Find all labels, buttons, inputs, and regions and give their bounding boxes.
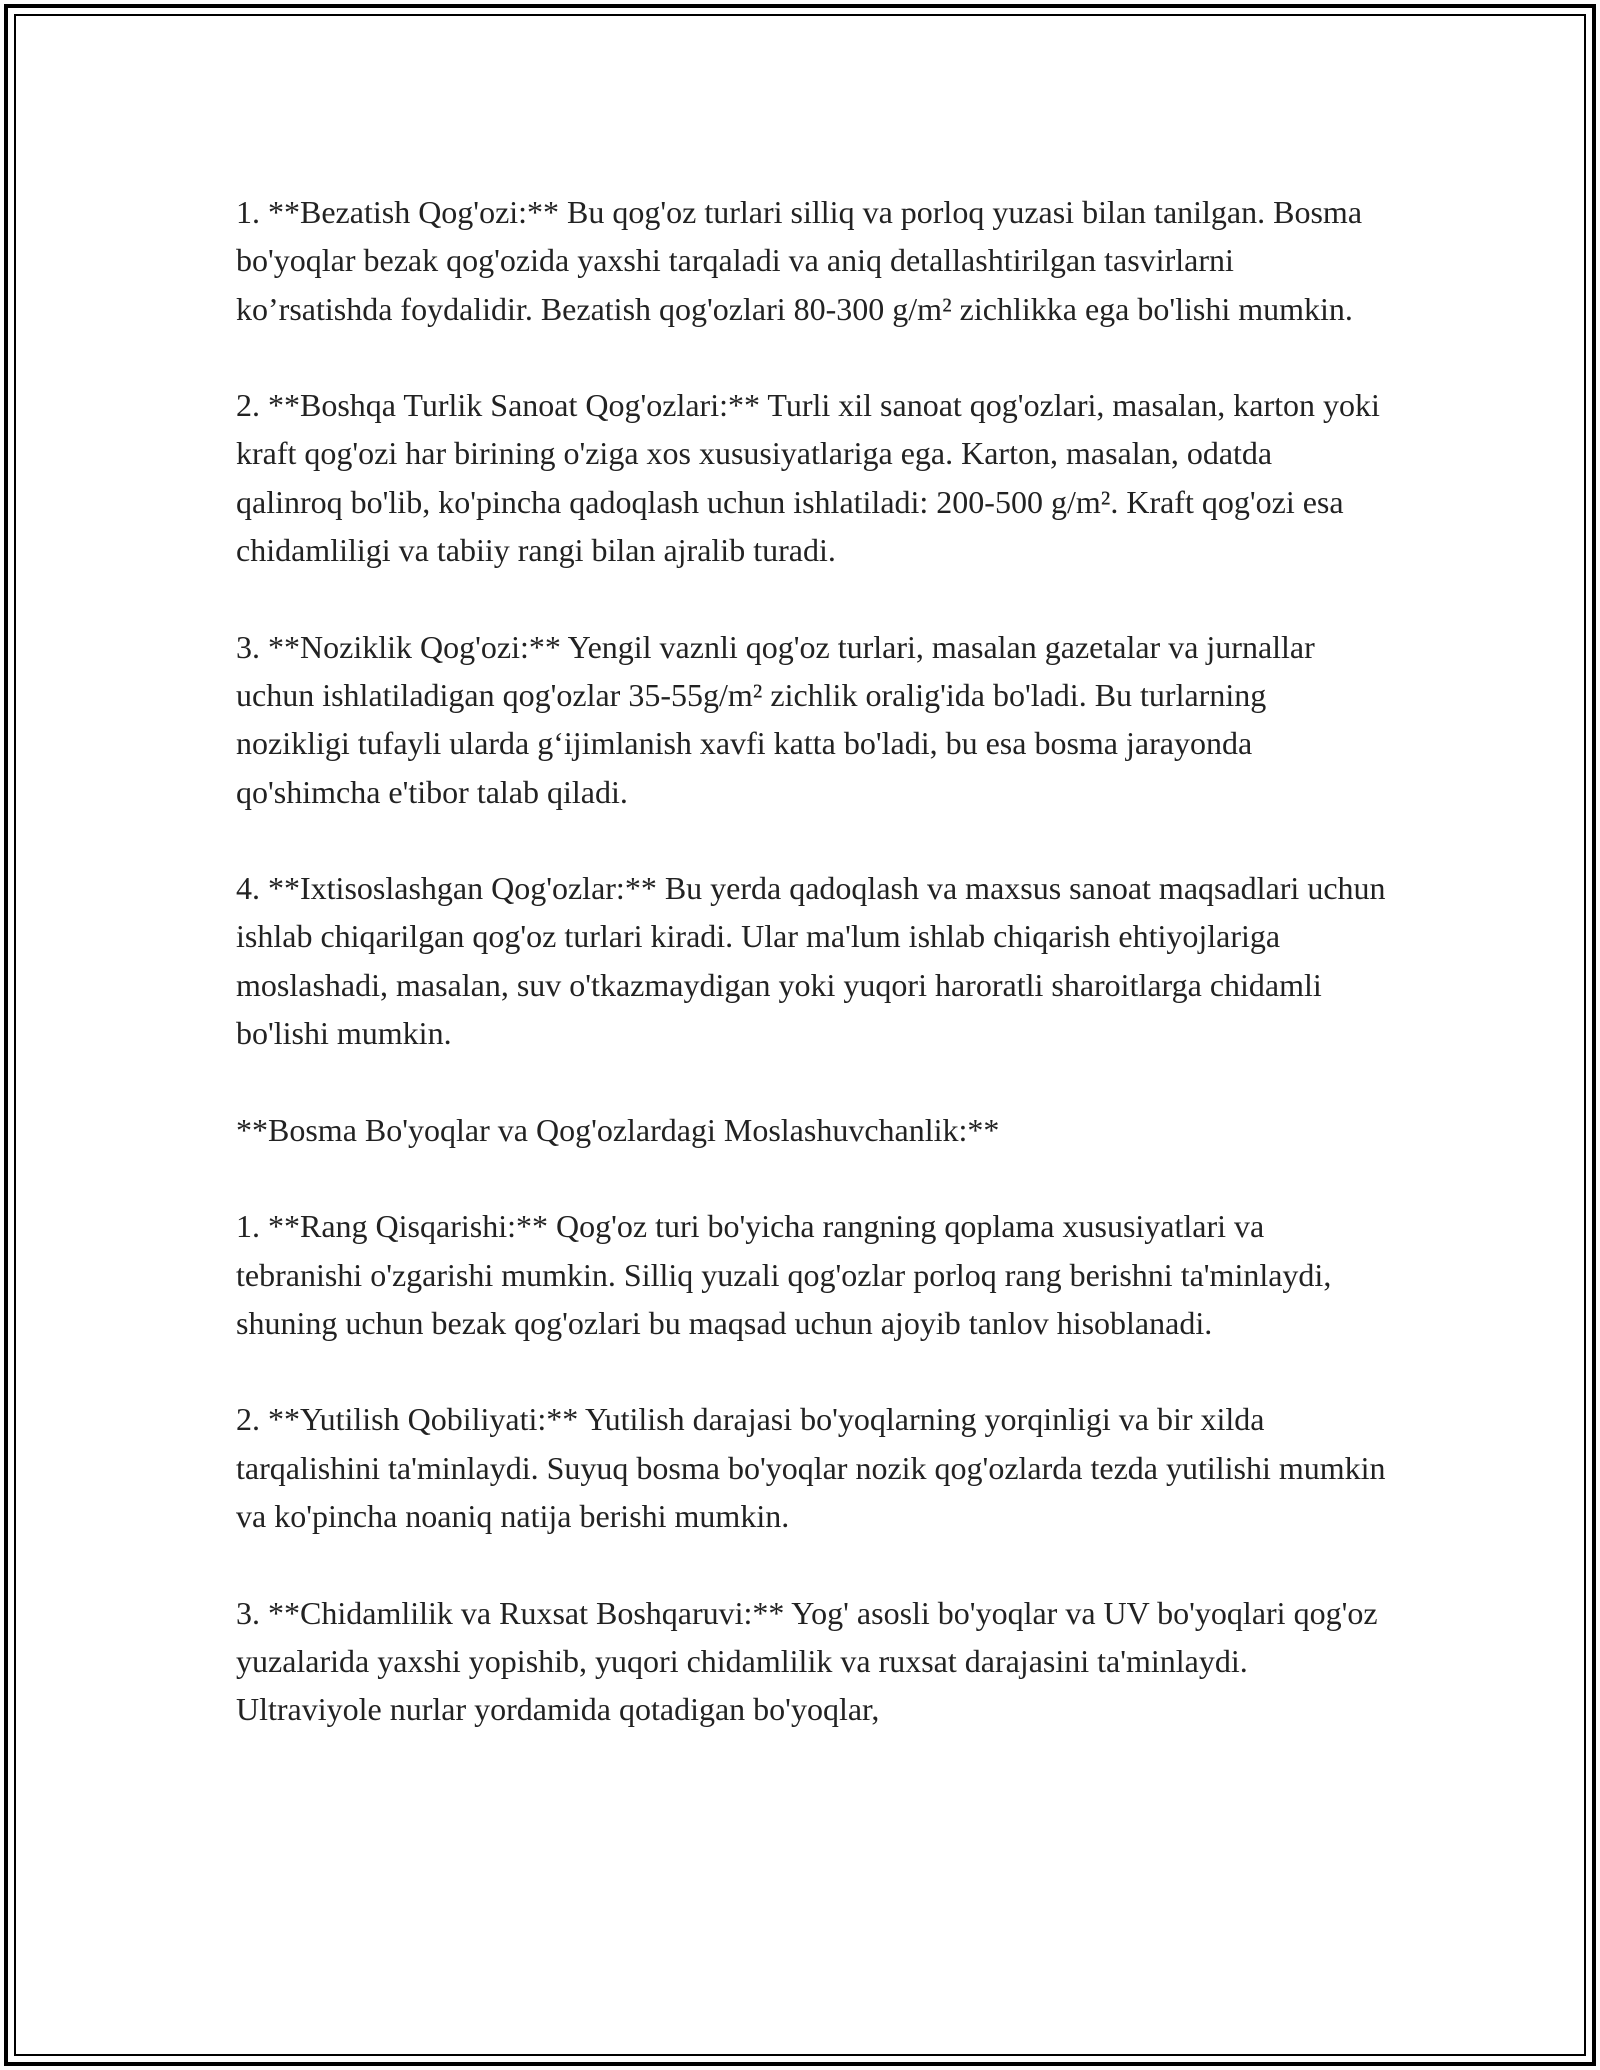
paragraph-sanoat-qogozlari: 2. **Boshqa Turlik Sanoat Qog'ozlari:** Turli xil sanoat qog'ozlari, masalan, karton yoki kraft qog'ozi har birining o'ziga xos xususiyatlariga ega. Karton, masalan, odatda qalinroq bo'lib, ko'pincha qadoqlash uchun ishlatiladi: 200-500 g/m². Kraft qog'ozi esa chidamliligi va tabiiy rangi bilan ajralib turadi. bbox=[236, 387, 1380, 569]
document-body bbox=[236, 188, 1386, 1734]
paragraph-rang-qisqarishi: 1. **Rang Qisqarishi:** Qog'oz turi bo'yicha rangning qoplama xususiyatlari va tebranishi o'zgarishi mumkin. Silliq yuzali qog'ozlar porloq rang berishni ta'minlaydi, shuning uchun bezak qog'ozlari bu maqsad uchun ajoyib tanlov hisoblanadi. bbox=[236, 1208, 1332, 1341]
section-heading-moslashuvchanlik: **Bosma Bo'yoqlar va Qog'ozlardagi Moslashuvchanlik:** bbox=[236, 1111, 1000, 1148]
paragraph-bezatish-qogozi: 1. **Bezatish Qog'ozi:** Bu qog'oz turlari silliq va porloq yuzasi bilan tanilgan. Bosma bo'yoqlar bezak qog'ozida yaxshi tarqaladi va aniq detallashtirilgan tasvirlarni ko’rsatishda foydalidir. Bezatish qog'ozlari 80-300 g/m² zichlikka ega bo'lishi mumkin. bbox=[236, 194, 1363, 327]
paragraph-noziklik-qogozi: 3. **Noziklik Qog'ozi:** Yengil vaznli qog'oz turlari, masalan gazetalar va jurnallar uchun ishlatiladigan qog'ozlar 35-55g/m² zichlik oralig'ida bo'ladi. Bu turlarning nozikligi tufayli ularda g‘ijimlanish xavfi katta bo'ladi, bu esa bosma jarayonda qo'shimcha e'tibor talab qiladi. bbox=[236, 628, 1315, 810]
paragraph-yutilish-qobiliyati: 2. **Yutilish Qobiliyati:** Yutilish darajasi bo'yoqlarning yorqinligi va bir xilda tarqalishini ta'minlaydi. Suyuq bosma bo'yoqlar nozik qog'ozlarda tezda yutilishi mumkin va ko'pincha noaniq natija berishi mumkin. bbox=[236, 1401, 1386, 1535]
paragraph-chidamlilik: 3. **Chidamlilik va Ruxsat Boshqaruvi:** Yog' asosli bo'yoqlar va UV bo'yoqlari qog'oz yuzalarida yaxshi yopishib, yuqori chidamlilik va ruxsat darajasini ta'minlaydi. Ultraviyole nurlar yordamida qotadigan bo'yoqlar, bbox=[236, 1594, 1378, 1728]
paragraph-ixtisoslashgan-qogozlar: 4. **Ixtisoslashgan Qog'ozlar:** Bu yerda qadoqlash va maxsus sanoat maqsadlari uchun ishlab chiqarilgan qog'oz turlari kiradi. Ular ma'lum ishlab chiqarish ehtiyojlariga moslashadi, masalan, suv o'tkazmaydigan yoki yuqori haroratli sharoitlarga chidamli bo'lishi mumkin. bbox=[236, 870, 1386, 1052]
